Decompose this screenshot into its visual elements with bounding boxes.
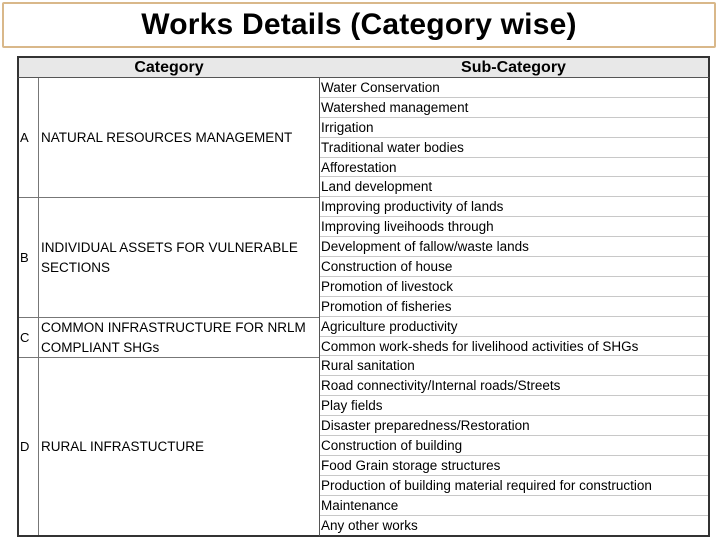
slide-title: Works Details (Category wise) (141, 8, 577, 41)
subcategory-item: Common work-sheds for livelihood activities of SHGs (320, 337, 708, 357)
subcategory-item: Maintenance (320, 496, 708, 516)
category-letter: A (20, 130, 29, 145)
category-row-b (19, 198, 319, 318)
subcategory-item: Road connectivity/Internal roads/Streets (320, 376, 708, 396)
subcategory-item: Construction of house (320, 257, 708, 277)
category-name: COMMON INFRASTRUCTURE FOR NRLM COMPLIANT SHGs (38, 318, 316, 357)
category-letter: C (20, 330, 30, 345)
works-table (17, 56, 710, 537)
category-row-a (19, 78, 319, 198)
category-name: NATURAL RESOURCES MANAGEMENT (38, 78, 292, 197)
subcategory-item: Watershed management (320, 98, 708, 118)
subcategory-item: Development of fallow/waste lands (320, 237, 708, 257)
category-column (17, 78, 319, 537)
subcategory-item: Promotion of livestock (320, 277, 708, 297)
slide-title-box (2, 2, 716, 48)
subcategory-header: Sub-Category (319, 56, 710, 78)
subcategory-item: Construction of building (320, 436, 708, 456)
subcategory-item: Any other works (321, 517, 418, 533)
subcategory-item: Production of building material required for construction (320, 476, 708, 496)
subcategory-item: Improving productivity of lands (320, 197, 708, 217)
category-letter: B (20, 250, 29, 265)
subcategory-item: Agriculture productivity (320, 317, 708, 337)
subcategory-column (319, 78, 710, 537)
subcategory-item: Land development (320, 177, 708, 197)
subcategory-item: Play fields (320, 396, 708, 416)
subcategory-item: Irrigation (320, 118, 708, 138)
subcategory-item: Water Conservation (320, 78, 708, 98)
subcategory-item: Disaster preparedness/Restoration (320, 416, 708, 436)
subcategory-item: Improving liveihoods through (320, 217, 708, 237)
subcategory-item: Promotion of fisheries (320, 297, 708, 317)
category-letter: D (20, 439, 30, 454)
category-name: RURAL INFRASTUCTURE (38, 358, 204, 535)
category-header: Category (17, 56, 319, 78)
category-row-d (19, 358, 319, 535)
subcategory-item: Afforestation (320, 158, 708, 178)
subcategory-item: Traditional water bodies (320, 138, 708, 158)
category-row-c (19, 318, 319, 358)
subcategory-item: Food Grain storage structures (320, 456, 708, 476)
subcategory-item: Rural sanitation (320, 356, 708, 376)
category-name: INDIVIDUAL ASSETS FOR VULNERABLE SECTIONS (38, 198, 303, 317)
